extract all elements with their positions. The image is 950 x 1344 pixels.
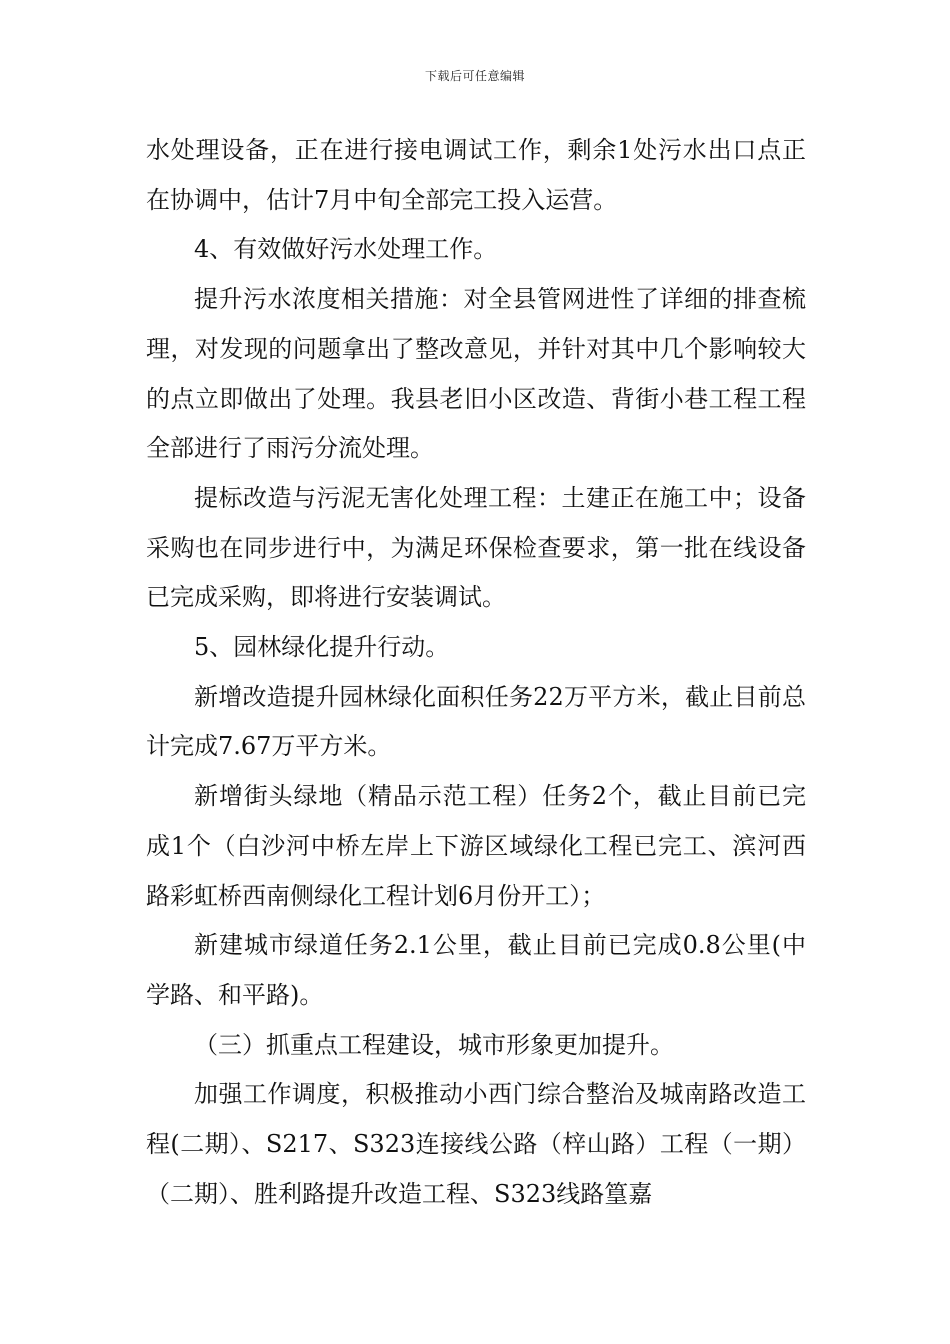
paragraph: 新增改造提升园林绿化面积任务22万平方米，截止目前总计完成7.67万平方米。	[146, 682, 806, 761]
paragraph: 新建城市绿道任务2.1公里，截止目前已完成0.8公里(中学路、和平路)。	[146, 931, 806, 1009]
section-heading: 5、园林绿化提升行动。	[194, 633, 450, 662]
section-heading: （三）抓重点工程建设，城市形象更加提升。	[194, 1030, 674, 1059]
document-body	[146, 126, 806, 1219]
paragraph: 提升污水浓度相关措施：对全县管网进性了详细的排查梳理，对发现的问题拿出了整改意见，并针对其中几个影响较大的点立即做出了处理。我县老旧小区改造、背街小巷工程工程全部进行了雨污分流处理。	[146, 285, 806, 463]
page-header: 下载后可任意编辑	[424, 69, 525, 83]
paragraph: 新增街头绿地（精品示范工程）任务2个，截止目前已完成1个（白沙河中桥左岸上下游区域绿化工程已完工、滨河西路彩虹桥西南侧绿化工程计划6月份开工）；	[146, 782, 806, 910]
section-heading: 4、有效做好污水处理工作。	[194, 235, 498, 264]
paragraph: 提标改造与污泥无害化处理工程：土建正在施工中；设备采购也在同步进行中，为满足环保检查要求，第一批在线设备已完成采购，即将进行安装调试。	[146, 483, 806, 612]
paragraph: 水处理设备，正在进行接电调试工作，剩余1处污水出口点正在协调中，估计7月中旬全部完工投入运营。	[146, 136, 806, 214]
paragraph: 加强工作调度，积极推动小西门综合整治及城南路改造工程(二期）、S217、S323连接线公路（梓山路）工程（一期）（二期）、胜利路提升改造工程、S323线路篁嘉	[146, 1080, 806, 1208]
